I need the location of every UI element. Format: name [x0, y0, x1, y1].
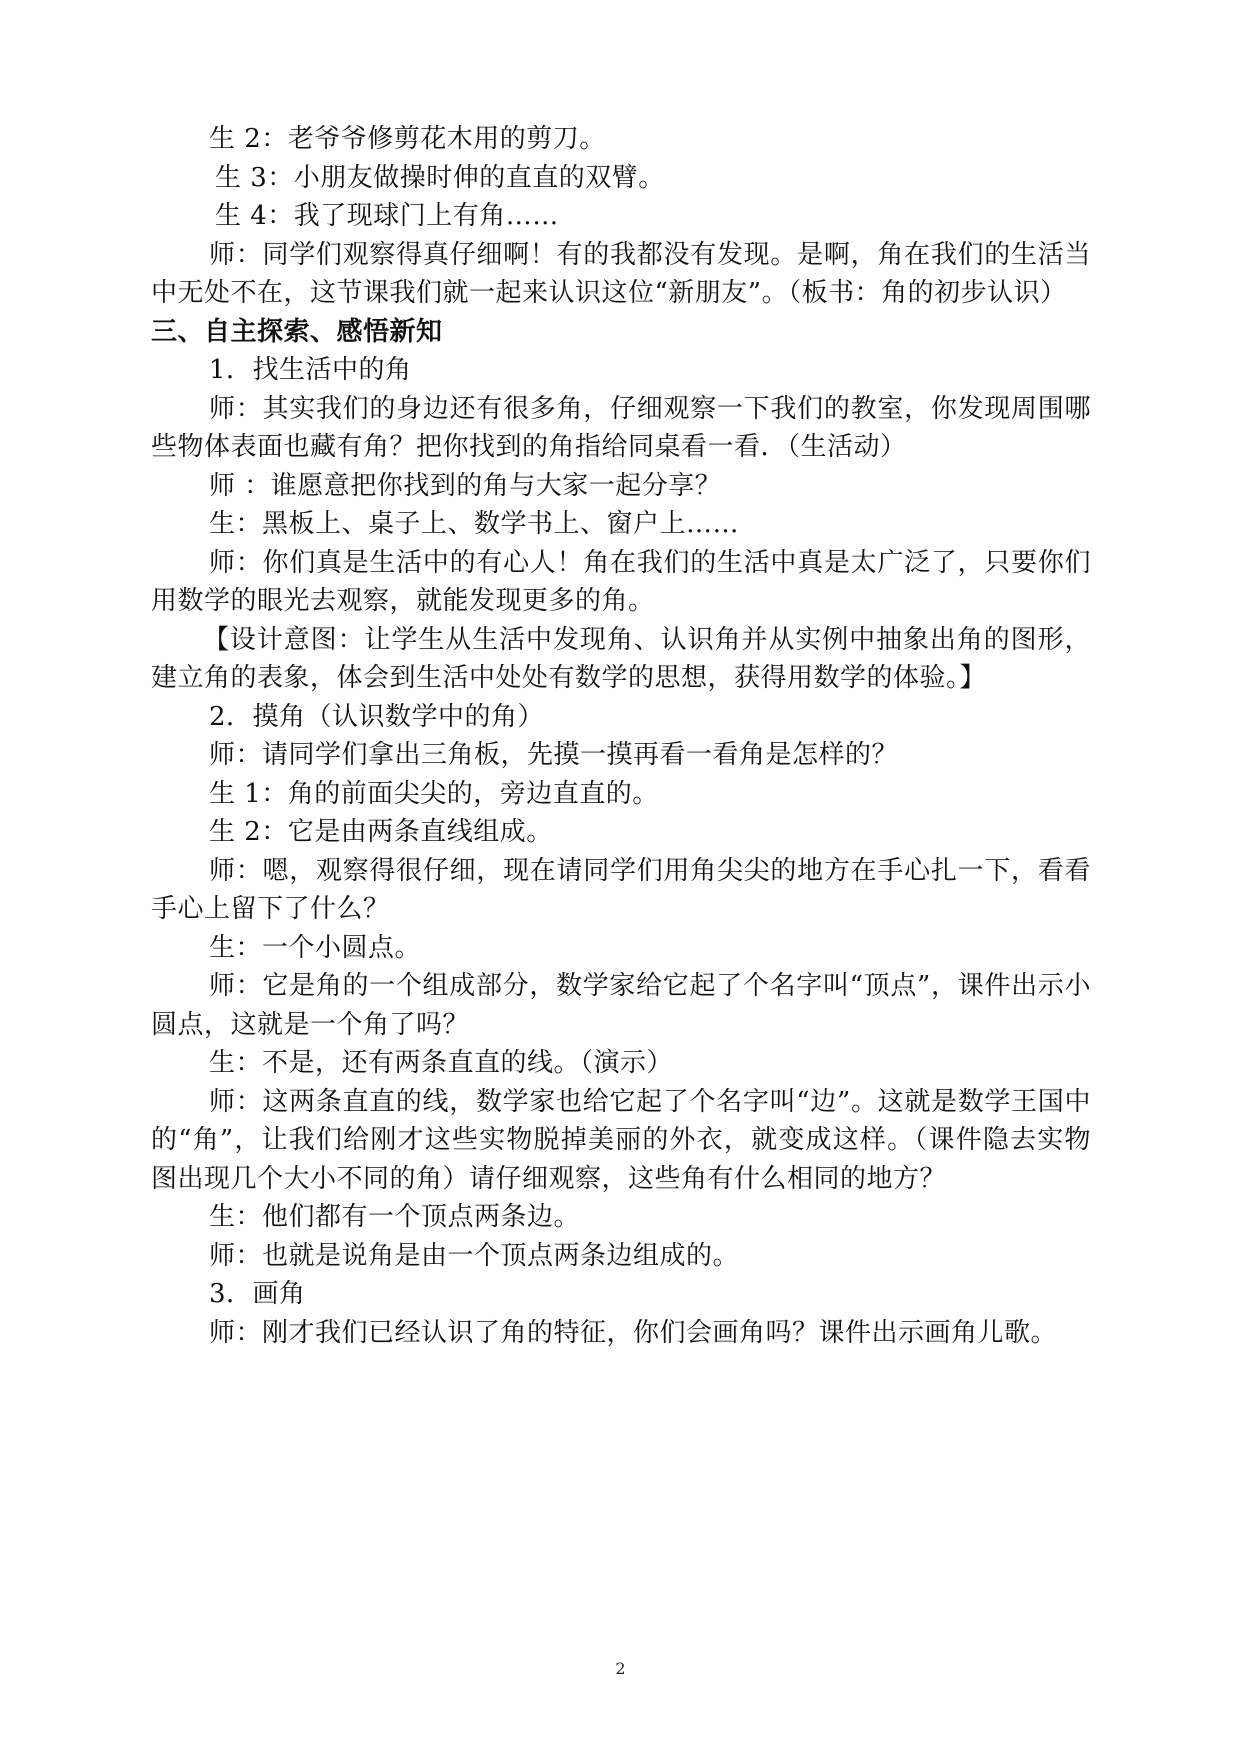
- paragraph: 生 3：小朋友做操时伸的直直的双臂。: [215, 162, 665, 193]
- subsection-heading: 1．找生活中的角: [209, 355, 412, 385]
- paragraph: 生：一个小圆点。: [209, 932, 422, 963]
- subsection-heading: 2．摸角（认识数学中的角）: [209, 701, 545, 732]
- paragraph: 生：黑板上、桌子上、数学书上、窗户上……: [209, 509, 740, 539]
- paragraph: 生：不是，还有两条直直的线。（演示）: [209, 1048, 674, 1078]
- design-intent-note: 【设计意图：让学生从生活中发现角、认识角并从实例中抽象出角的图形，建立角的表象，体会到生活中处处有数学的思想，获得用数学的体验。】: [151, 624, 1091, 693]
- paragraph: 师：请同学们拿出三角板，先摸一摸再看一看角是怎样的？: [209, 740, 899, 770]
- paragraph: 师 ：谁愿意把你找到的角与大家一起分享？: [209, 470, 722, 501]
- paragraph: 生 4：我了现球门上有角……: [215, 201, 559, 231]
- paragraph: 师：嗯，观察得很仔细，现在请同学们用角尖尖的地方在手心扎一下，看看手心上留下了什么？: [151, 855, 1091, 924]
- paragraph: 生：他们都有一个顶点两条边。: [209, 1202, 581, 1232]
- paragraph: 师：刚才我们已经认识了角的特征，你们会画角吗？课件出示画角儿歌。: [209, 1317, 1058, 1348]
- paragraph: 师：你们真是生活中的有心人！角在我们的生活中真是太广泛了，只要你们用数学的眼光去观察，就能发现更多的角。: [151, 547, 1091, 616]
- paragraph: 生 1：角的前面尖尖的，旁边直直的。: [209, 778, 659, 809]
- paragraph: 师：它是角的一个组成部分，数学家给它起了个名字叫“顶点”，课件出示小圆点，这就是一个角了吗？: [151, 971, 1091, 1040]
- document-body: [151, 120, 1091, 1352]
- paragraph: 生 2：它是由两条直线组成。: [209, 817, 553, 847]
- paragraph: 师：同学们观察得真仔细啊！有的我都没有发现。是啊，角在我们的生活当中无处不在，这节课我们就一起来认识这位“新朋友”。（板书：角的初步认识）: [151, 239, 1091, 308]
- section-heading: 三、自主探索、感悟新知: [151, 316, 443, 347]
- subsection-heading: 3．画角: [209, 1279, 306, 1309]
- paragraph: 师：这两条直直的线，数学家也给它起了个名字叫“边”。这就是数学王国中的“角”，让我们给刚才这些实物脱掉美丽的外衣，就变成这样。（课件隐去实物图出现几个大小不同的角）请仔细观察，这些角有什么相同的地方？: [151, 1086, 1091, 1194]
- page-number: 2: [615, 1659, 626, 1678]
- paragraph: 师：其实我们的身边还有很多角，仔细观察一下我们的教室，你发现周围哪些物体表面也藏有角？把你找到的角指给同桌看一看．（生活动）: [151, 393, 1091, 462]
- paragraph: 师：也就是说角是由一个顶点两条边组成的。: [209, 1240, 740, 1271]
- paragraph: 生 2：老爷爷修剪花木用的剪刀。: [209, 124, 606, 154]
